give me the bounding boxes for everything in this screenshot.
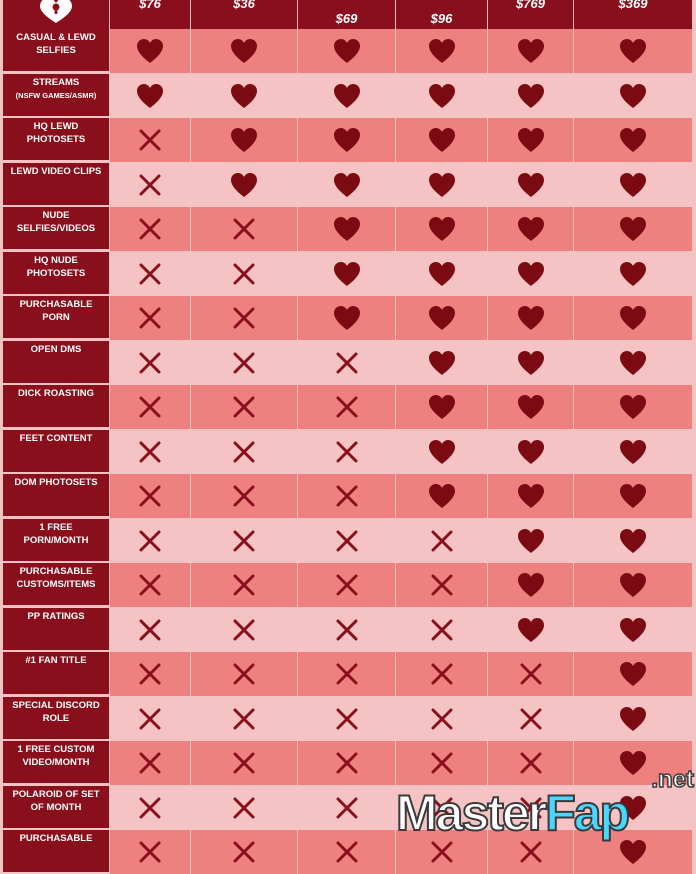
heart-icon (136, 38, 164, 64)
tier-price-4: $96 (396, 0, 487, 29)
excluded-cell (298, 830, 395, 874)
cross-icon (431, 530, 453, 552)
feature-label-line: POLAROID OF SET (12, 788, 100, 800)
cross-icon (520, 841, 542, 863)
excluded-cell (110, 786, 190, 830)
excluded-cell (110, 118, 190, 162)
cross-icon (233, 663, 255, 685)
included-cell (396, 385, 487, 429)
excluded-cell (110, 341, 190, 385)
heart-icon (619, 305, 647, 331)
heart-icon (619, 661, 647, 687)
cross-icon (139, 708, 161, 730)
included-cell (298, 118, 395, 162)
included-cell (574, 608, 692, 652)
included-cell (191, 118, 297, 162)
included-cell (488, 430, 573, 474)
heart-icon (619, 528, 647, 554)
cross-icon (233, 752, 255, 774)
included-cell (574, 697, 692, 741)
heart-icon (230, 172, 258, 198)
heart-icon (428, 38, 456, 64)
excluded-cell (298, 608, 395, 652)
watermark (392, 768, 696, 844)
excluded-cell (191, 652, 297, 696)
included-cell (396, 29, 487, 73)
feature-label-line: PORN/MONTH (23, 534, 89, 546)
included-cell (488, 519, 573, 563)
cross-icon (336, 485, 358, 507)
table-row (0, 697, 696, 741)
excluded-cell (110, 207, 190, 251)
cross-icon (139, 797, 161, 819)
excluded-cell (298, 741, 395, 785)
excluded-cell (110, 608, 190, 652)
table-row (0, 608, 696, 652)
table-row (0, 519, 696, 563)
heart-icon (517, 394, 545, 420)
cross-icon (431, 708, 453, 730)
feature-label-line: 1 FREE (39, 521, 73, 533)
cross-icon (233, 530, 255, 552)
heart-icon (428, 483, 456, 509)
heart-icon (517, 528, 545, 554)
tier-price-1: $76 (110, 0, 190, 29)
feature-label-line: HQ NUDE (34, 254, 78, 266)
heart-icon (517, 38, 545, 64)
included-cell (110, 29, 190, 73)
cross-icon (233, 263, 255, 285)
excluded-cell (110, 697, 190, 741)
heart-icon (428, 127, 456, 153)
excluded-cell (298, 474, 395, 518)
excluded-cell (110, 563, 190, 607)
cross-icon (233, 708, 255, 730)
table-row (0, 341, 696, 385)
included-cell (396, 252, 487, 296)
included-cell (574, 252, 692, 296)
heart-icon (333, 172, 361, 198)
heart-icon (619, 38, 647, 64)
excluded-cell (191, 252, 297, 296)
included-cell (574, 385, 692, 429)
feature-label-line: SELFIES/VIDEOS (16, 223, 96, 234)
heart-icon (619, 216, 647, 242)
excluded-cell (110, 652, 190, 696)
heart-icon (230, 83, 258, 109)
feature-label-line: 1 FREE CUSTOM (17, 744, 95, 755)
included-cell (298, 74, 395, 118)
feature-label-line: (NSFW GAMES/ASMR) (15, 90, 97, 100)
feature-label (3, 29, 109, 71)
feature-label-line: OPEN DMS (30, 343, 82, 355)
heart-icon (619, 617, 647, 643)
excluded-cell (191, 519, 297, 563)
feature-label (3, 563, 109, 605)
feature-label (3, 207, 109, 249)
excluded-cell (396, 563, 487, 607)
feature-label-line: FEET CONTENT (19, 432, 93, 444)
excluded-cell (298, 385, 395, 429)
heart-icon (619, 706, 647, 732)
included-cell (488, 74, 573, 118)
included-cell (488, 474, 573, 518)
table-row (0, 74, 696, 118)
cross-icon (139, 619, 161, 641)
feature-label (3, 786, 109, 828)
heart-icon (333, 216, 361, 242)
tier-price-5: $769 (488, 0, 573, 29)
cross-icon (139, 218, 161, 240)
table-row (0, 430, 696, 474)
cross-icon (139, 752, 161, 774)
included-cell (574, 74, 692, 118)
cross-icon (139, 352, 161, 374)
excluded-cell (110, 385, 190, 429)
excluded-cell (110, 519, 190, 563)
excluded-cell (488, 697, 573, 741)
included-cell (488, 341, 573, 385)
cross-icon (139, 485, 161, 507)
included-cell (574, 652, 692, 696)
heart-icon (517, 305, 545, 331)
included-cell (396, 118, 487, 162)
heart-icon (517, 172, 545, 198)
heart-icon (619, 483, 647, 509)
cross-icon (139, 574, 161, 596)
feature-label-line: PHOTOSETS (26, 134, 86, 145)
heart-icon (428, 305, 456, 331)
excluded-cell (191, 563, 297, 607)
cross-icon (139, 174, 161, 196)
included-cell (298, 163, 395, 207)
table-row (0, 385, 696, 429)
included-cell (574, 341, 692, 385)
cross-icon (336, 530, 358, 552)
feature-label (3, 74, 109, 116)
excluded-cell (298, 786, 395, 830)
included-cell (574, 207, 692, 251)
included-cell (110, 74, 190, 118)
feature-label (3, 296, 109, 338)
included-cell (191, 29, 297, 73)
feature-label (3, 252, 109, 294)
included-cell (396, 341, 487, 385)
feature-label-line: PURCHASABLE (19, 299, 93, 310)
included-cell (574, 163, 692, 207)
heart-icon (517, 261, 545, 287)
included-cell (298, 207, 395, 251)
included-cell (298, 29, 395, 73)
feature-label-line: SELFIES (36, 45, 76, 56)
cross-icon (233, 797, 255, 819)
cross-icon (139, 396, 161, 418)
heart-icon (619, 439, 647, 465)
heart-icon (428, 83, 456, 109)
feature-label-line: CUSTOMS/ITEMS (16, 579, 96, 590)
feature-label-line: LEWD VIDEO CLIPS (10, 165, 102, 177)
feature-label-line: VIDEO/MONTH (22, 757, 90, 768)
feature-label-line: STREAMS (32, 76, 80, 88)
heart-icon (136, 83, 164, 109)
excluded-cell (110, 430, 190, 474)
cross-icon (431, 841, 453, 863)
included-cell (488, 563, 573, 607)
watermark-accent: Fap (545, 785, 629, 841)
included-cell (574, 474, 692, 518)
heart-icon (333, 83, 361, 109)
heart-icon (517, 83, 545, 109)
included-cell (488, 252, 573, 296)
heart-icon (517, 483, 545, 509)
cross-icon (431, 663, 453, 685)
table-row (0, 296, 696, 340)
excluded-cell (110, 474, 190, 518)
excluded-cell (191, 385, 297, 429)
heart-icon (517, 439, 545, 465)
heart-icon (428, 172, 456, 198)
cross-icon (520, 708, 542, 730)
feature-label-line: DICK ROASTING (18, 388, 94, 399)
table-row (0, 163, 696, 207)
feature-label-line: OF MONTH (30, 801, 82, 813)
included-cell (574, 430, 692, 474)
cross-icon (336, 396, 358, 418)
heart-icon (517, 216, 545, 242)
included-cell (396, 207, 487, 251)
tier-price-3: $69 (298, 0, 395, 29)
cross-icon (139, 530, 161, 552)
table-row (0, 563, 696, 607)
cross-icon (336, 574, 358, 596)
feature-label-line: CASUAL & LEWD (16, 32, 96, 43)
tier-price-6: $369 (574, 0, 692, 29)
cross-icon (233, 307, 255, 329)
excluded-cell (298, 519, 395, 563)
feature-label-line: #1 FAN TITLE (25, 655, 87, 666)
excluded-cell (298, 341, 395, 385)
watermark-suffix: .net (651, 766, 694, 793)
heart-icon (517, 350, 545, 376)
table-row (0, 652, 696, 696)
excluded-cell (110, 830, 190, 874)
cross-icon (139, 129, 161, 151)
watermark-main: Master (396, 785, 546, 841)
cross-icon (233, 485, 255, 507)
heart-icon (333, 305, 361, 331)
excluded-cell (191, 786, 297, 830)
excluded-cell (191, 296, 297, 340)
cross-icon (233, 574, 255, 596)
feature-label (3, 652, 109, 694)
feature-label-line: NUDE (42, 210, 70, 221)
excluded-cell (191, 697, 297, 741)
cross-icon (336, 708, 358, 730)
cross-icon (431, 619, 453, 641)
cross-icon (233, 619, 255, 641)
included-cell (574, 29, 692, 73)
cross-icon (139, 441, 161, 463)
feature-label (3, 385, 109, 427)
heart-icon (230, 38, 258, 64)
heart-icon (619, 394, 647, 420)
included-cell (396, 474, 487, 518)
cross-icon (336, 663, 358, 685)
included-cell (574, 519, 692, 563)
included-cell (488, 296, 573, 340)
excluded-cell (110, 741, 190, 785)
included-cell (488, 207, 573, 251)
heart-icon (619, 127, 647, 153)
excluded-cell (298, 563, 395, 607)
cross-icon (336, 841, 358, 863)
excluded-cell (110, 163, 190, 207)
feature-label-line: DOM PHOTOSETS (14, 477, 98, 488)
table-row (0, 207, 696, 251)
included-cell (298, 252, 395, 296)
feature-label (3, 118, 109, 160)
cross-icon (233, 352, 255, 374)
heart-lock-icon (36, 0, 76, 26)
excluded-cell (191, 430, 297, 474)
included-cell (488, 29, 573, 73)
included-cell (488, 385, 573, 429)
included-cell (574, 296, 692, 340)
feature-label (3, 341, 109, 383)
included-cell (396, 74, 487, 118)
included-cell (488, 163, 573, 207)
feature-label (3, 697, 109, 739)
heart-icon (517, 617, 545, 643)
cross-icon (336, 441, 358, 463)
excluded-cell (191, 341, 297, 385)
feature-label-line: HQ LEWD (33, 121, 79, 132)
heart-icon (517, 572, 545, 598)
included-cell (396, 296, 487, 340)
excluded-cell (191, 207, 297, 251)
feature-label-line: PHOTOSETS (26, 267, 86, 279)
watermark-logo (396, 785, 629, 841)
included-cell (488, 118, 573, 162)
table-row (0, 474, 696, 518)
excluded-cell (191, 474, 297, 518)
heart-icon (230, 127, 258, 153)
cross-icon (233, 218, 255, 240)
heart-icon (619, 572, 647, 598)
feature-label-line: PURCHASABLE (19, 566, 93, 577)
table-row (0, 118, 696, 162)
included-cell (574, 118, 692, 162)
included-cell (396, 430, 487, 474)
excluded-cell (396, 652, 487, 696)
header-lock-cell (3, 0, 109, 29)
heart-icon (333, 127, 361, 153)
cross-icon (336, 352, 358, 374)
tier-price-2: $36 (191, 0, 297, 29)
heart-icon (428, 394, 456, 420)
feature-label-line: PP RATINGS (27, 610, 85, 622)
cross-icon (139, 263, 161, 285)
excluded-cell (298, 430, 395, 474)
feature-label (3, 741, 109, 783)
heart-icon (333, 261, 361, 287)
excluded-cell (298, 697, 395, 741)
excluded-cell (396, 608, 487, 652)
cross-icon (233, 441, 255, 463)
cross-icon (336, 752, 358, 774)
included-cell (396, 163, 487, 207)
feature-label-line: PORN (42, 312, 70, 323)
heart-icon (333, 38, 361, 64)
excluded-cell (110, 252, 190, 296)
excluded-cell (110, 296, 190, 340)
cross-icon (336, 619, 358, 641)
heart-icon (517, 127, 545, 153)
feature-label (3, 519, 109, 561)
feature-label (3, 608, 109, 650)
heart-icon (428, 439, 456, 465)
heart-icon (619, 172, 647, 198)
excluded-cell (298, 652, 395, 696)
excluded-cell (396, 519, 487, 563)
feature-label (3, 163, 109, 205)
included-cell (298, 296, 395, 340)
feature-label (3, 830, 109, 872)
included-cell (574, 563, 692, 607)
table-row (0, 29, 696, 73)
cross-icon (233, 396, 255, 418)
included-cell (488, 608, 573, 652)
excluded-cell (191, 741, 297, 785)
cross-icon (520, 663, 542, 685)
cross-icon (139, 841, 161, 863)
cross-icon (139, 663, 161, 685)
cross-icon (233, 841, 255, 863)
cross-icon (336, 797, 358, 819)
feature-label (3, 430, 109, 472)
feature-label (3, 474, 109, 516)
heart-icon (428, 261, 456, 287)
feature-label-line: ROLE (42, 712, 70, 724)
heart-icon (428, 216, 456, 242)
table-row (0, 252, 696, 296)
excluded-cell (191, 608, 297, 652)
heart-icon (619, 261, 647, 287)
cross-icon (139, 307, 161, 329)
feature-label-line: PURCHASABLE (19, 833, 93, 844)
excluded-cell (396, 697, 487, 741)
feature-label-line: SPECIAL DISCORD (12, 699, 100, 711)
excluded-cell (191, 830, 297, 874)
included-cell (191, 74, 297, 118)
included-cell (191, 163, 297, 207)
heart-icon (619, 83, 647, 109)
excluded-cell (488, 652, 573, 696)
heart-icon (428, 350, 456, 376)
cross-icon (431, 574, 453, 596)
heart-icon (619, 350, 647, 376)
